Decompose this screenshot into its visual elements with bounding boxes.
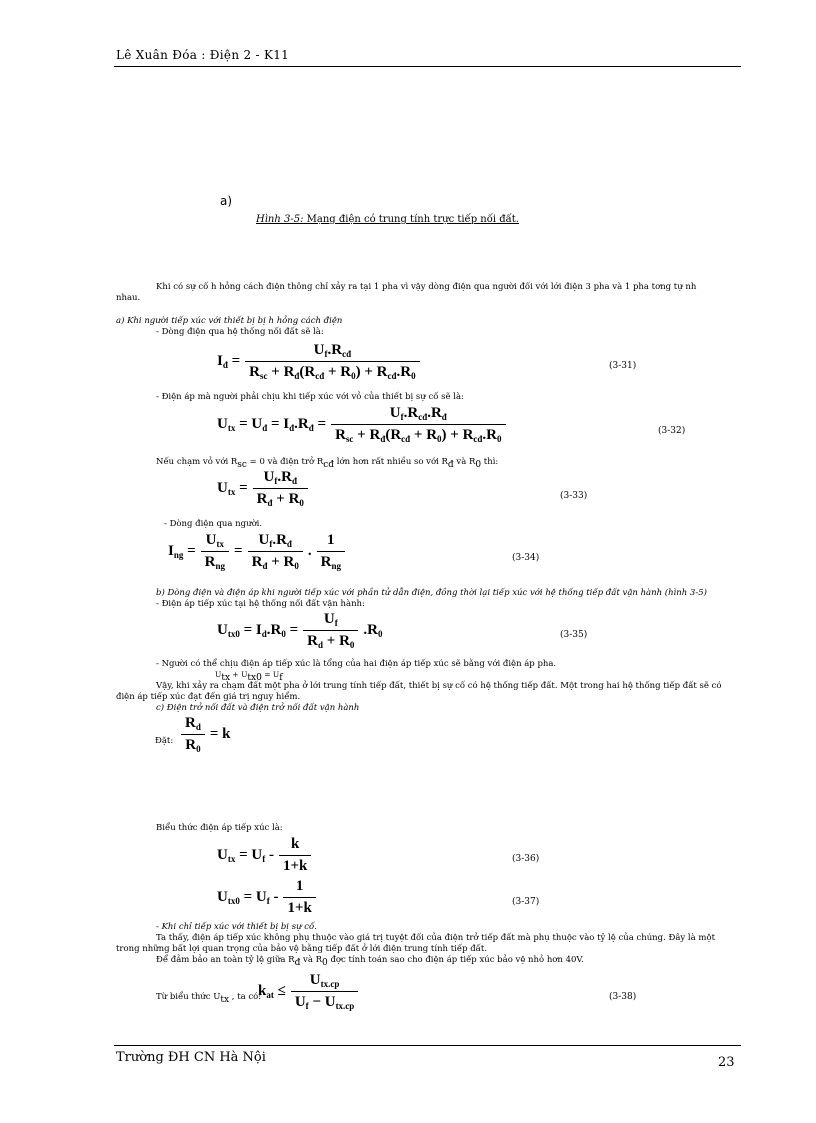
eq38-label: Từ biểu thức $U_{tx}$ , ta có: (156, 992, 262, 1005)
eq33-numerator: $U_f.R_đ$ (263, 469, 297, 486)
figure-caption (256, 214, 519, 225)
eq38-fraction: $\frac{U_{tx.cp}}{U_f - U_{tx.cp}}$ (291, 972, 358, 1011)
equation-3-32 (217, 405, 506, 444)
figure-label: a) (220, 194, 233, 208)
eq34-fraction-3: $\frac{1}{R_{ng}}$ (317, 532, 345, 571)
text-before-eq32: - Điện áp mà người phải chịu khi tiếp xúc với vỏ của thiết bị sự cố sẽ là: (156, 392, 464, 402)
text-37c: trong những bất lợi quan trọng của bảo vệ bằng tiếp đất ở lới điện trung tính tiếp đất. (116, 944, 487, 954)
footer-school: Trường ĐH CN Hà Nội (116, 1050, 266, 1065)
equation-3-33 (217, 469, 308, 508)
eq33-lhs: $U_{tx}$ = (217, 480, 248, 497)
eq33-number: (3-33) (560, 491, 588, 501)
eq31-fraction (245, 342, 419, 381)
eq35-number: (3-35) (560, 630, 588, 640)
section-c-label: Đặt: (155, 736, 174, 746)
eq36-fraction: $\frac{k}{1+k}$ (279, 836, 311, 875)
eq36-number: (3-36) (512, 854, 540, 864)
page-number: 23 (718, 1055, 735, 1070)
equation-3-34: $I_{ng}$ = $\frac{U_{tx}}{R_{ng}}$ = $\frac{U_f.R_đ}{R_đ + R_0}$ . $\frac{1}{R_{ng}}$ (168, 532, 345, 571)
equation-3-38 (258, 972, 358, 1011)
text-before-eq34: - Dòng điện qua người. (164, 519, 263, 529)
eq37-lhs: $U_{tx0} = U_f$ - (217, 889, 279, 906)
section-a-title: a) Khi người tiếp xúc với thiết bị bị h hỏng cách điện (116, 316, 343, 326)
eq35-fraction: $\frac{U_f}{R_d + R_0}$ (303, 611, 358, 650)
equation-k (181, 715, 231, 754)
section-b-title: b) Dòng điện và điện áp khi người tiếp xúc với phần tử dẫn điện, đồng thời lại tiếp xúc với hệ thống tiếp đất vận hành (hình 3-5) (156, 588, 707, 598)
eq32-numerator: $U_f.R_{cđ}.R_đ$ (389, 405, 447, 422)
eq31-number: (3-31) (609, 361, 637, 371)
text-37b: Ta thấy, điện áp tiếp xúc không phụ thuộc vào giá trị tuyệt đối của điện trở tiếp đất mà phụ thuộc vào tỷ lệ của chúng. Đây là một (156, 933, 715, 943)
eq32-fraction (331, 405, 505, 444)
text-35a: - Người có thể chịu điện áp tiếp xúc là tổng của hai điện áp tiếp xúc sẽ bằng với điện áp pha. (156, 659, 557, 669)
text-35b: $U_{tx} + U_{tx0} = U_f$ (215, 670, 283, 683)
text-35d: điện áp tiếp xúc đạt đến giá trị nguy hiểm. (116, 692, 301, 702)
eq34-lhs: $I_{ng}$ = (168, 543, 196, 560)
equation-3-31 (217, 342, 420, 381)
text-37a: - Khi chỉ tiếp xúc với thiết bị bị sự cố. (156, 922, 317, 932)
section-b-item-1: - Điện áp tiếp xúc tại hệ thống nối đất vận hành: (156, 599, 365, 609)
equation-3-37 (217, 878, 316, 917)
section-a-item-1: - Dòng điện qua hệ thống nối đất sẽ là: (156, 327, 324, 337)
footer-rule (114, 1045, 741, 1046)
eq35-lhs: $U_{tx0} = I_d.R_0$ = (217, 622, 299, 639)
figure-caption-text: Mạng điện có trung tính trực tiếp nối đất. (303, 214, 519, 225)
eq32-lhs: $U_{tx} = U_đ = I_đ.R_đ$ = (217, 416, 327, 433)
eq31-denominator: $R_{sc} + R_đ(R_{cđ} + R_0) + R_{cđ}.R_0$ (245, 361, 419, 381)
eq31-numerator: $U_f.R_{cđ}$ (313, 342, 352, 359)
eq34-fraction-1: $\frac{U_{tx}}{R_{ng}}$ (201, 532, 229, 571)
intro-line-1: Khi có sự cố h hỏng cách điện thông chỉ xảy ra tại 1 pha vì vậy dòng điện qua người đối với lới điện 3 pha và 1 pha tơng tự nh (156, 282, 697, 292)
section-c-title: c) Điện trở nối đất và điện trở nối đất vận hành (156, 703, 360, 713)
eq37-number: (3-37) (512, 897, 540, 907)
eq38-lhs: $k_{at}$ ≤ (258, 983, 286, 1000)
page-header: Lê Xuân Đóa : Điện 2 - K11 (116, 48, 290, 62)
eq33-denominator: $R_đ + R_0$ (253, 488, 308, 508)
text-37d: Để đảm bảo an toàn tỷ lệ giữa $R_đ$ và $R_0$ đợc tính toán sao cho điện áp tiếp xúc bảo vệ nhỏ hơn 40V. (156, 955, 584, 968)
text-before-eq36: Biểu thức điện áp tiếp xúc là: (156, 823, 283, 833)
header-rule (114, 66, 741, 67)
figure-caption-prefix: Hình 3-5: (256, 214, 304, 225)
text-35c: Vậy, khi xảy ra chạm đất một pha ở lới trung tính tiếp đất, thiết bị sự cố có hệ thống tiếp đất. Một trong hai hệ thống tiếp đất sẽ có (156, 681, 722, 691)
eq31-lhs: $I_đ$ = (217, 353, 241, 370)
eq36-lhs: $U_{tx} = U_f$ - (217, 847, 274, 864)
equation-3-36 (217, 836, 311, 875)
eq34-fraction-2: $\frac{U_f.R_đ}{R_đ + R_0}$ (248, 532, 303, 571)
text-before-eq33: Nếu chạm vỏ với $R_{sc} = 0$ và điện trở $R_{cđ}$ lớn hơn rất nhiều so với $R_đ$ và $R_0$ thì: (156, 457, 499, 470)
eqk-fraction: $\frac{R_d}{R_0}$ (181, 715, 205, 754)
eq34-number: (3-34) (512, 553, 540, 563)
eq37-fraction: $\frac{1}{1+k}$ (283, 878, 315, 917)
eq38-number: (3-38) (609, 992, 637, 1002)
equation-3-35: $U_{tx0} = I_d.R_0$ = $\frac{U_f}{R_d + R_0}$ $.R_0$ (217, 611, 383, 650)
eq33-fraction (253, 469, 308, 508)
eqk-rhs: = k (209, 726, 231, 742)
eq32-number: (3-32) (658, 426, 686, 436)
eq32-denominator: $R_{sc} + R_đ(R_{cđ} + R_0) + R_{cđ}.R_0$ (331, 424, 505, 444)
intro-line-2: nhau. (116, 293, 141, 303)
